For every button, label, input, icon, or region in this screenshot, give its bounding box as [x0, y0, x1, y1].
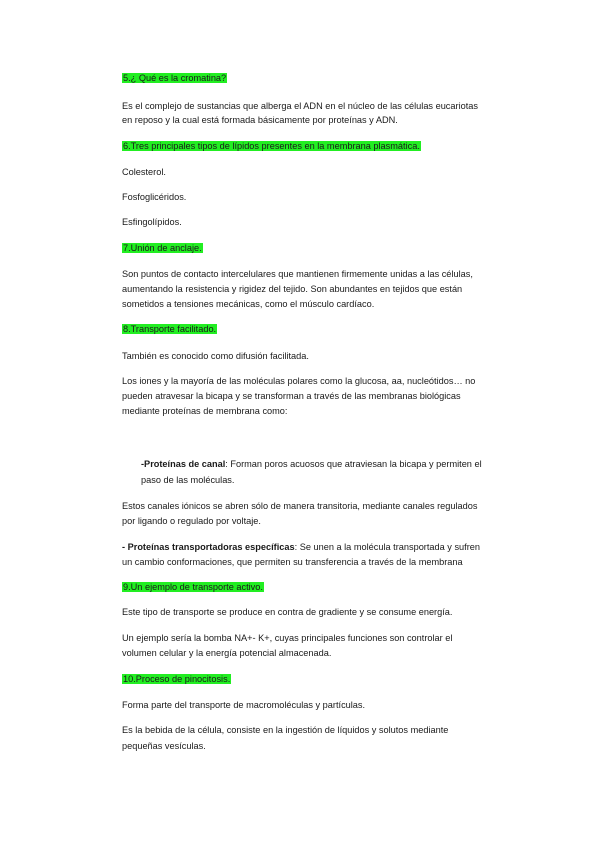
- paragraph-text: Los iones y la mayoría de las moléculas polares como la glucosa, aa, nucleótidos… no: [122, 376, 476, 386]
- paragraph-text: También es conocido como difusión facilitada.: [122, 351, 309, 361]
- question-7-heading: 7.Unión de anclaje.: [123, 243, 202, 253]
- paragraph-text: Forma parte del transporte de macromoléculas y partículas.: [122, 700, 366, 710]
- question-8-heading: 8.Transporte facilitado.: [123, 324, 217, 334]
- paragraph-text: un cambio conformaciones, que permiten su transferencia a través de la membrana: [122, 557, 463, 567]
- paragraph-text: aumentando la resistencia y rigidez del tejido. Son abundantes en tejidos que están: [122, 284, 463, 294]
- question-9-heading: 9.Un ejemplo de transporte activo.: [123, 582, 263, 592]
- paragraph-text: Es la bebida de la célula, consiste en la ingestión de líquidos y solutos mediante: [122, 725, 449, 735]
- question-10-heading: 10.Proceso de pinocitosis.: [123, 674, 231, 684]
- paragraph-text: volumen celular y la energía potencial almacenada.: [122, 648, 332, 658]
- transporter-protein-line: [122, 541, 480, 553]
- transporter-protein-text: : Se unen a la molécula transportada y sufren: [294, 542, 480, 552]
- paragraph-text: Son puntos de contacto intercelulares que mantienen firmemente unidas a las células,: [122, 269, 473, 279]
- canal-protein-term: -Proteínas de canal: [141, 459, 226, 469]
- paragraph-text: Un ejemplo sería la bomba NA+- K+, cuyas principales funciones son controlar el: [122, 633, 453, 643]
- paragraph-text: Es el complejo de sustancias que alberga el ADN en el núcleo de las células eucariotas: [122, 101, 478, 111]
- paragraph-text: en reposo y la cual está formada básicamente por proteínas y ADN.: [122, 115, 398, 125]
- list-item: Fosfoglicéridos.: [122, 192, 187, 202]
- question-6-heading: 6.Tres principales tipos de lípidos presentes en la membrana plasmática.: [123, 141, 420, 151]
- paragraph-text: Este tipo de transporte se produce en contra de gradiente y se consume energía.: [122, 607, 453, 617]
- paragraph-text: Estos canales iónicos se abren sólo de manera transitoria, mediante canales regulados: [122, 501, 478, 511]
- list-item: Colesterol.: [122, 167, 166, 177]
- canal-protein-line: [141, 458, 482, 470]
- question-5-heading: 5.¿ Qué es la cromatina?: [123, 73, 227, 83]
- paragraph-text: pueden atravesar la bicapa y se transforman a través de las membranas biológicas: [122, 391, 461, 401]
- transporter-protein-term: - Proteínas transportadoras específicas: [122, 542, 295, 552]
- paragraph-text: paso de las moléculas.: [141, 475, 235, 485]
- canal-protein-text: : Forman poros acuosos que atraviesan la bicapa y permiten el: [225, 459, 482, 469]
- paragraph-text: mediante proteínas de membrana como:: [122, 406, 288, 416]
- paragraph-text: por ligando o regulado por voltaje.: [122, 516, 261, 526]
- paragraph-text: pequeñas vesículas.: [122, 741, 206, 751]
- paragraph-text: sometidos a tensiones mecánicas, como el músculo cardíaco.: [122, 299, 375, 309]
- list-item: Esfingolípidos.: [122, 217, 182, 227]
